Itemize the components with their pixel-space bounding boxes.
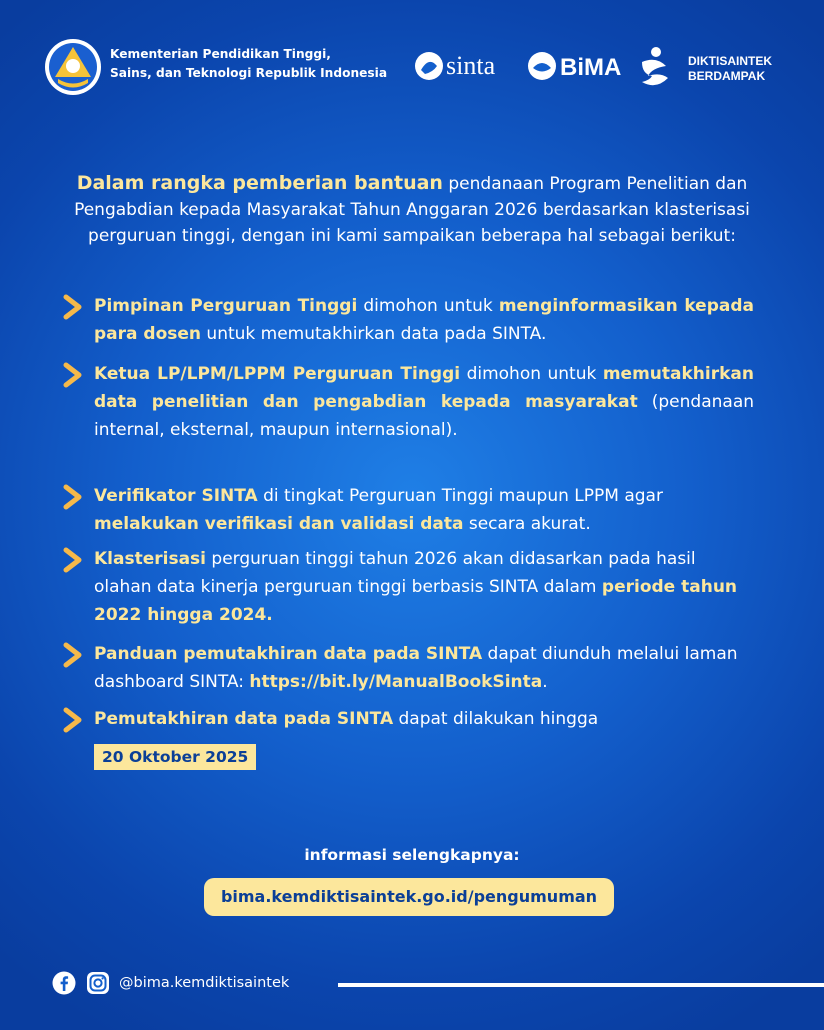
bullet-3-bold-1: Verifikator SINTA xyxy=(94,486,258,506)
instagram-icon[interactable] xyxy=(86,971,110,995)
manual-book-link[interactable]: https://bit.ly/ManualBookSinta xyxy=(249,672,543,692)
chevron-right-icon xyxy=(62,484,84,510)
intro-paragraph xyxy=(60,170,764,249)
ministry-name-line1: Kementerian Pendidikan Tinggi, xyxy=(110,47,331,61)
footer-divider xyxy=(338,983,824,987)
bullet-4-text-1: perguruan tinggi tahun 2026 akan didasarkan pada hasil olahan data kinerja perguruan tinggi berbasis SINTA dalam xyxy=(94,549,696,597)
social-handle[interactable]: @bima.kemdiktisaintek xyxy=(119,975,290,991)
bullet-1-text-2: untuk memutakhirkan data pada SINTA. xyxy=(201,324,547,344)
bullet-3-text-1: di tingkat Perguruan Tinggi maupun LPPM agar xyxy=(257,486,663,506)
bullet-4-bold-2: periode tahun 2022 hingga 2024. xyxy=(94,577,738,625)
intro-rest: pendanaan Program Penelitian dan Pengabdian kepada Masyarakat Tahun Anggaran 2026 berdasarkan klasterisasi perguruan tinggi, dengan ini kami sampaikan beberapa hal sebagai berikut: xyxy=(74,174,750,246)
bullet-text-6 xyxy=(94,705,754,733)
bullet-item-6 xyxy=(62,705,754,733)
bullet-item-2 xyxy=(62,360,754,444)
bullet-2-bold-1: Ketua LP/LPM/LPPM Perguruan Tinggi xyxy=(94,364,461,384)
bullet-5-text-2: . xyxy=(542,672,548,692)
bullet-1-bold-1: Pimpinan Perguruan Tinggi xyxy=(94,296,358,316)
sinta-logo-text: sinta xyxy=(446,51,496,80)
diktisaintek-line1: DIKTISAINTEK xyxy=(688,54,772,68)
bullet-3-text-2: secara akurat. xyxy=(463,514,591,534)
diktisaintek-berdampak-logo xyxy=(638,44,788,92)
sinta-logo xyxy=(413,48,513,84)
bullet-item-1 xyxy=(62,292,754,348)
deadline-badge: 20 Oktober 2025 xyxy=(94,744,256,770)
bima-logo-text: BiMA xyxy=(560,54,622,81)
bullet-5-bold-1: Panduan pemutakhiran data pada SINTA xyxy=(94,644,483,664)
chevron-right-icon xyxy=(62,547,84,573)
chevron-right-icon xyxy=(62,707,84,733)
bullet-1-text-1: dimohon untuk xyxy=(357,296,499,316)
bullet-5-text-1: dapat diunduh melalui laman dashboard SINTA: xyxy=(94,644,738,692)
bullet-1-bold-2: menginformasikan kepada para dosen xyxy=(94,296,754,344)
bullet-text-5 xyxy=(94,640,754,696)
bullet-4-bold-1: Klasterisasi xyxy=(94,549,206,569)
bima-logo xyxy=(526,48,626,84)
bullet-text-2 xyxy=(94,360,754,444)
chevron-right-icon xyxy=(62,294,84,320)
intro-lead: Dalam rangka pemberian bantuan xyxy=(76,172,443,194)
bullet-text-4 xyxy=(94,545,754,629)
bullet-item-5 xyxy=(62,640,754,696)
bullet-text-3 xyxy=(94,482,754,538)
announcement-link-button[interactable]: bima.kemdiktisaintek.go.id/pengumuman xyxy=(204,878,614,916)
bullet-6-bold-1: Pemutakhiran data pada SINTA xyxy=(94,709,394,729)
more-info-label: informasi selengkapnya: xyxy=(304,846,520,864)
tut-wuri-handayani-logo xyxy=(44,38,102,96)
facebook-icon[interactable] xyxy=(52,971,76,995)
bullet-text-1 xyxy=(94,292,754,348)
bullet-2-bold-2: memutakhirkan data penelitian dan pengabdian kepada masyarakat xyxy=(94,364,754,412)
ministry-name xyxy=(110,45,387,83)
ministry-name-line2: Sains, dan Teknologi Republik Indonesia xyxy=(110,66,388,80)
bullet-3-bold-2: melakukan verifikasi dan validasi data xyxy=(94,514,464,534)
bullet-item-4 xyxy=(62,545,754,629)
bullet-6-text-1: dapat dilakukan hingga xyxy=(393,709,599,729)
diktisaintek-line2: BERDAMPAK xyxy=(688,69,766,83)
bullet-item-3 xyxy=(62,482,754,538)
chevron-right-icon xyxy=(62,362,84,388)
chevron-right-icon xyxy=(62,642,84,668)
bullet-2-text-2: (pendanaan internal, eksternal, maupun internasional). xyxy=(94,392,755,440)
bullet-2-text-1: dimohon untuk xyxy=(460,364,603,384)
